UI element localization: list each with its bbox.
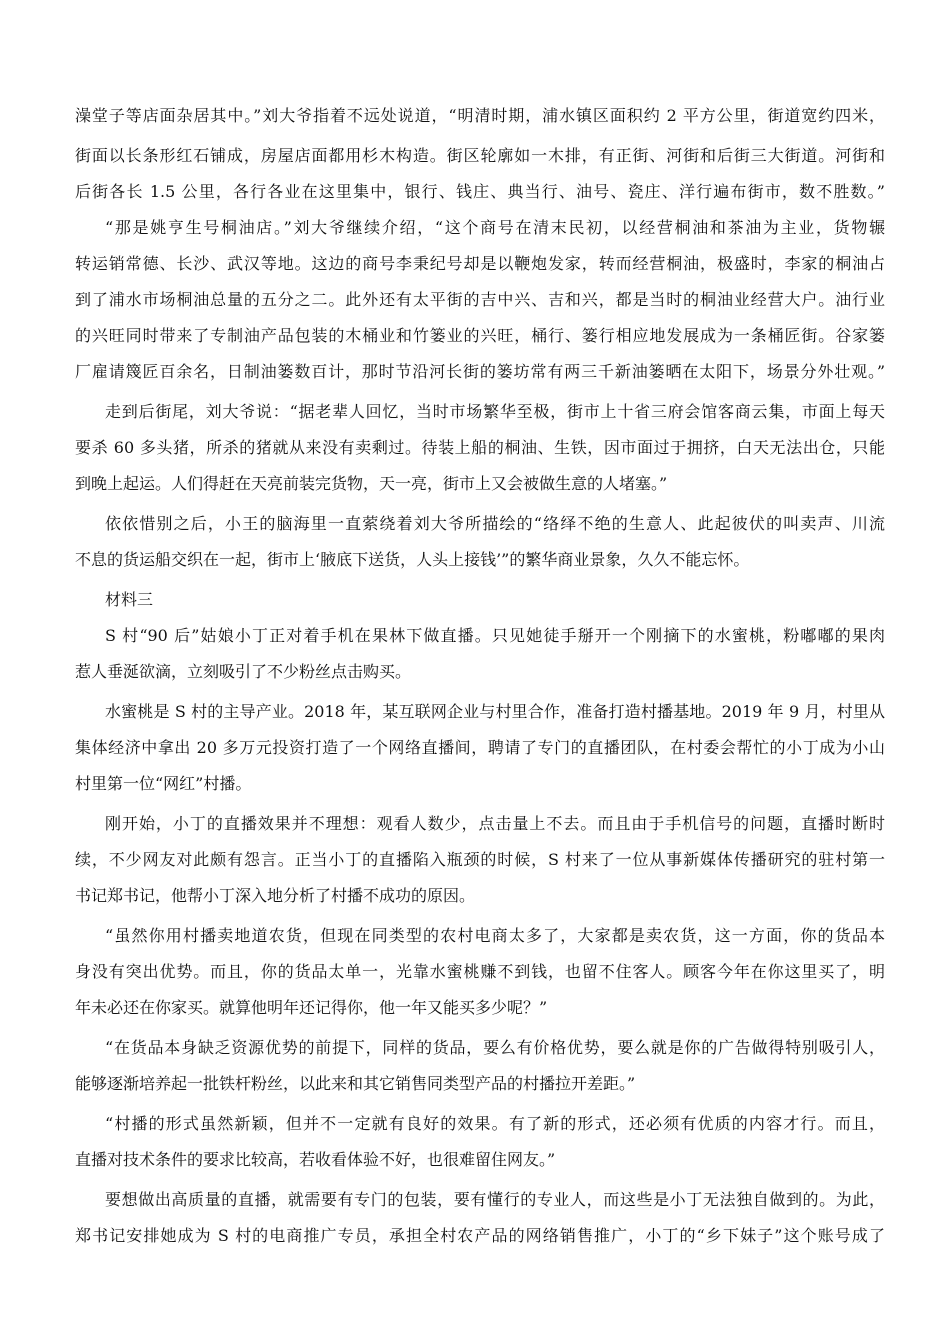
text-line: 水蜜桃是 S 村的主导产业。2018 年，某互联网企业与村里合作，准备打造村播基地。2019 年 9 月，村里从 (105, 702, 885, 721)
section-heading: 材料三 (105, 590, 154, 609)
text-line: 依依惜别之后，小王的脑海里一直萦绕着刘大爷所描绘的“络绎不绝的生意人、此起彼伏的叫卖声、川流 (105, 514, 885, 533)
text-line: 的兴旺同时带来了专制油产品包装的木桶业和竹篓业的兴旺，桶行、篓行相应地发展成为一条桶匠街。谷家篓 (75, 326, 885, 345)
text-line: 直播对技术条件的要求比较高，若收看体验不好，也很难留住网友。” (75, 1150, 556, 1169)
text-line: “在货品本身缺乏资源优势的前提下，同样的货品，要么有价格优势，要么就是你的广告做得特别吸引人， (105, 1038, 885, 1057)
text-line: 惹人垂涎欲滴，立刻吸引了不少粉丝点击购买。 (75, 662, 412, 681)
text-line: 街面以长条形红石铺成，房屋店面都用杉木构造。街区轮廓如一木排，有正街、河街和后街三大街道。河街和 (75, 146, 885, 165)
text-line: 厂雇请篾匠百余名，日制油篓数百计，那时节沿河长街的篓坊常有两三千新油篓晒在太阳下，场景分外壮观。” (75, 362, 885, 381)
text-line: 到了浦水市场桐油总量的五分之二。此外还有太平街的吉中兴、吉和兴，都是当时的桐油业经营大户。油行业 (75, 290, 885, 309)
text-line: 能够逐渐培养起一批铁杆粉丝，以此来和其它销售同类型产品的村播拉开差距。” (75, 1074, 636, 1093)
text-line: 身没有突出优势。而且，你的货品太单一，光靠水蜜桃赚不到钱，也留不住客人。顾客今年在你这里买了，明 (75, 962, 885, 981)
text-line: 后街各长 1.5 公里，各行各业在这里集中，银行、钱庄、典当行、油号、瓷庄、洋行遍布街市，数不胜数。” (75, 182, 885, 201)
text-line: 到晚上起运。人们得赶在天亮前装完货物，天一亮，街市上又会被做生意的人堵塞。” (75, 474, 668, 493)
text-line: 转运销常德、长沙、武汉等地。这边的商号李秉纪号却是以鞭炮发家，转而经营桐油，极盛时，李家的桐油占 (75, 254, 885, 273)
text-line: 郑书记安排她成为 S 村的电商推广专员，承担全村农产品的网络销售推广，小丁的“乡下妹子”这个账号成了 (75, 1226, 885, 1245)
text-line: 澡堂子等店面杂居其中。”刘大爷指着不远处说道，“明清时期，浦水镇区面积约 2 平方公里，街道宽约四米， (75, 106, 885, 125)
text-line: S 村“90 后”姑娘小丁正对着手机在果林下做直播。只见她徒手掰开一个刚摘下的水蜜桃，粉嘟嘟的果肉 (105, 626, 885, 645)
text-line: 要杀 60 多头猪，所杀的猪就从来没有卖剩过。待装上船的桐油、生铁，因市面过于拥挤，白天无法出仓，只能 (75, 438, 885, 457)
text-line: “村播的形式虽然新颖，但并不一定就有良好的效果。有了新的形式，还必须有优质的内容才行。而且， (105, 1114, 885, 1133)
text-line: “那是姚亨生号桐油店。”刘大爷继续介绍，“这个商号在清末民初，以经营桐油和茶油为主业，货物辗 (105, 218, 885, 237)
text-line: 续，不少网友对此颇有怨言。正当小丁的直播陷入瓶颈的时候，S 村来了一位从事新媒体传播研究的驻村第一 (75, 850, 885, 869)
text-line: 年未必还在你家买。就算他明年还记得你，他一年又能买多少呢？” (75, 998, 548, 1017)
text-line: “虽然你用村播卖地道农货，但现在同类型的农村电商太多了，大家都是卖农货，这一方面，你的货品本 (105, 926, 885, 945)
text-line: 不息的货运船交织在一起，街市上‘腋底下送货，人头上接钱’”的繁华商业景象，久久不能忘怀。 (75, 550, 750, 569)
text-line: 走到后街尾，刘大爷说：“据老辈人回忆，当时市场繁华至极，街市上十省三府会馆客商云集，市面上每天 (105, 402, 885, 421)
text-line: 要想做出高质量的直播，就需要有专门的包装，要有懂行的专业人，而这些是小丁无法独自做到的。为此， (105, 1190, 885, 1209)
text-line: 村里第一位“网红”村播。 (75, 774, 252, 793)
text-line: 刚开始，小丁的直播效果并不理想：观看人数少，点击量上不去。而且由于手机信号的问题，直播时断时 (105, 814, 885, 833)
text-line: 集体经济中拿出 20 多万元投资打造了一个网络直播间，聘请了专门的直播团队，在村委会帮忙的小丁成为小山 (75, 738, 885, 757)
text-line: 书记郑书记，他帮小丁深入地分析了村播不成功的原因。 (75, 886, 476, 905)
